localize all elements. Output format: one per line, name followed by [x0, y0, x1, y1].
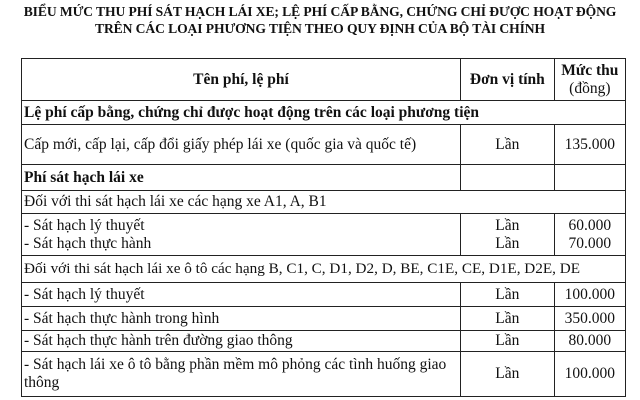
unit-cell: Lần [460, 331, 554, 352]
section-title-license-fee: Lệ phí cấp bằng, chứng chỉ được hoạt động trên các loại phương tiện [22, 101, 626, 125]
table-row [22, 331, 626, 352]
title-line-1: BIỂU MỨC THU PHÍ SÁT HẠCH LÁI XE; LỆ PHÍ CẤP BẰNG, CHỨNG CHỈ ĐƯỢC HOẠT ĐỘNG [23, 4, 617, 19]
header-amount-line2: (đồng) [569, 79, 611, 97]
amount-cell: 80.000 [554, 331, 625, 352]
header-unit: Đơn vị tính [460, 59, 554, 101]
header-amount [554, 59, 625, 101]
fee-name-cell: Cấp mới, cấp lại, cấp đổi giấy phép lái xe (quốc gia và quốc tế) [22, 125, 461, 165]
amount-cell: 350.000 [554, 307, 625, 331]
table-row [22, 307, 626, 331]
fee-name-cell: - Sát hạch thực hành trong hình [22, 307, 461, 331]
amount-theory: 60.000 [568, 216, 612, 234]
section-title-exam-fee: Phí sát hạch lái xe [22, 165, 461, 191]
title-line-2: TRÊN CÁC LOẠI PHƯƠNG TIỆN THEO QUY ĐỊNH CỦA BỘ TÀI CHÍNH [95, 21, 545, 36]
amount-practice: 70.000 [568, 234, 612, 252]
amount-cell [554, 214, 625, 256]
unit-theory: Lần [495, 216, 520, 234]
table-row [22, 283, 626, 307]
amount-cell: 135.000 [554, 125, 625, 165]
fee-name-cell: - Sát hạch lái xe ô tô bằng phần mềm mô phỏng các tình huống giao thông [22, 352, 461, 397]
fee-name-cell: - Sát hạch lý thuyết [22, 283, 461, 307]
unit-cell: Lần [460, 307, 554, 331]
table-row [22, 125, 626, 165]
section-row [22, 101, 626, 125]
empty-cell [554, 165, 625, 191]
unit-cell: Lần [460, 283, 554, 307]
unit-cell: Lần [460, 352, 554, 397]
unit-cell: Lần [460, 125, 554, 165]
empty-cell [460, 165, 554, 191]
section-row [22, 165, 626, 191]
table-header-row [22, 59, 626, 101]
unit-practice: Lần [495, 234, 520, 252]
group-row [22, 191, 626, 214]
amount-cell: 100.000 [554, 352, 625, 397]
group-row [22, 256, 626, 283]
document-title [0, 3, 640, 37]
header-fee-name: Tên phí, lệ phí [22, 59, 461, 101]
group-title-motorbike: Đối với thi sát hạch lái xe các hạng xe A1, A, B1 [22, 191, 626, 214]
fee-table [21, 58, 626, 397]
table-row [22, 214, 626, 256]
unit-cell [460, 214, 554, 256]
fee-name-practice: - Sát hạch thực hành [24, 234, 152, 252]
table-row [22, 352, 626, 397]
group-title-car: Đối với thi sát hạch lái xe ô tô các hạng B, C1, C, D1, D2, D, BE, C1E, CE, D1E, D2E, DE [22, 256, 626, 283]
fee-name-cell: - Sát hạch thực hành trên đường giao thông [22, 331, 461, 352]
fee-name-theory: - Sát hạch lý thuyết [24, 216, 145, 234]
header-amount-line1: Mức thu [561, 61, 619, 79]
amount-cell: 100.000 [554, 283, 625, 307]
fee-name-cell [22, 214, 461, 256]
